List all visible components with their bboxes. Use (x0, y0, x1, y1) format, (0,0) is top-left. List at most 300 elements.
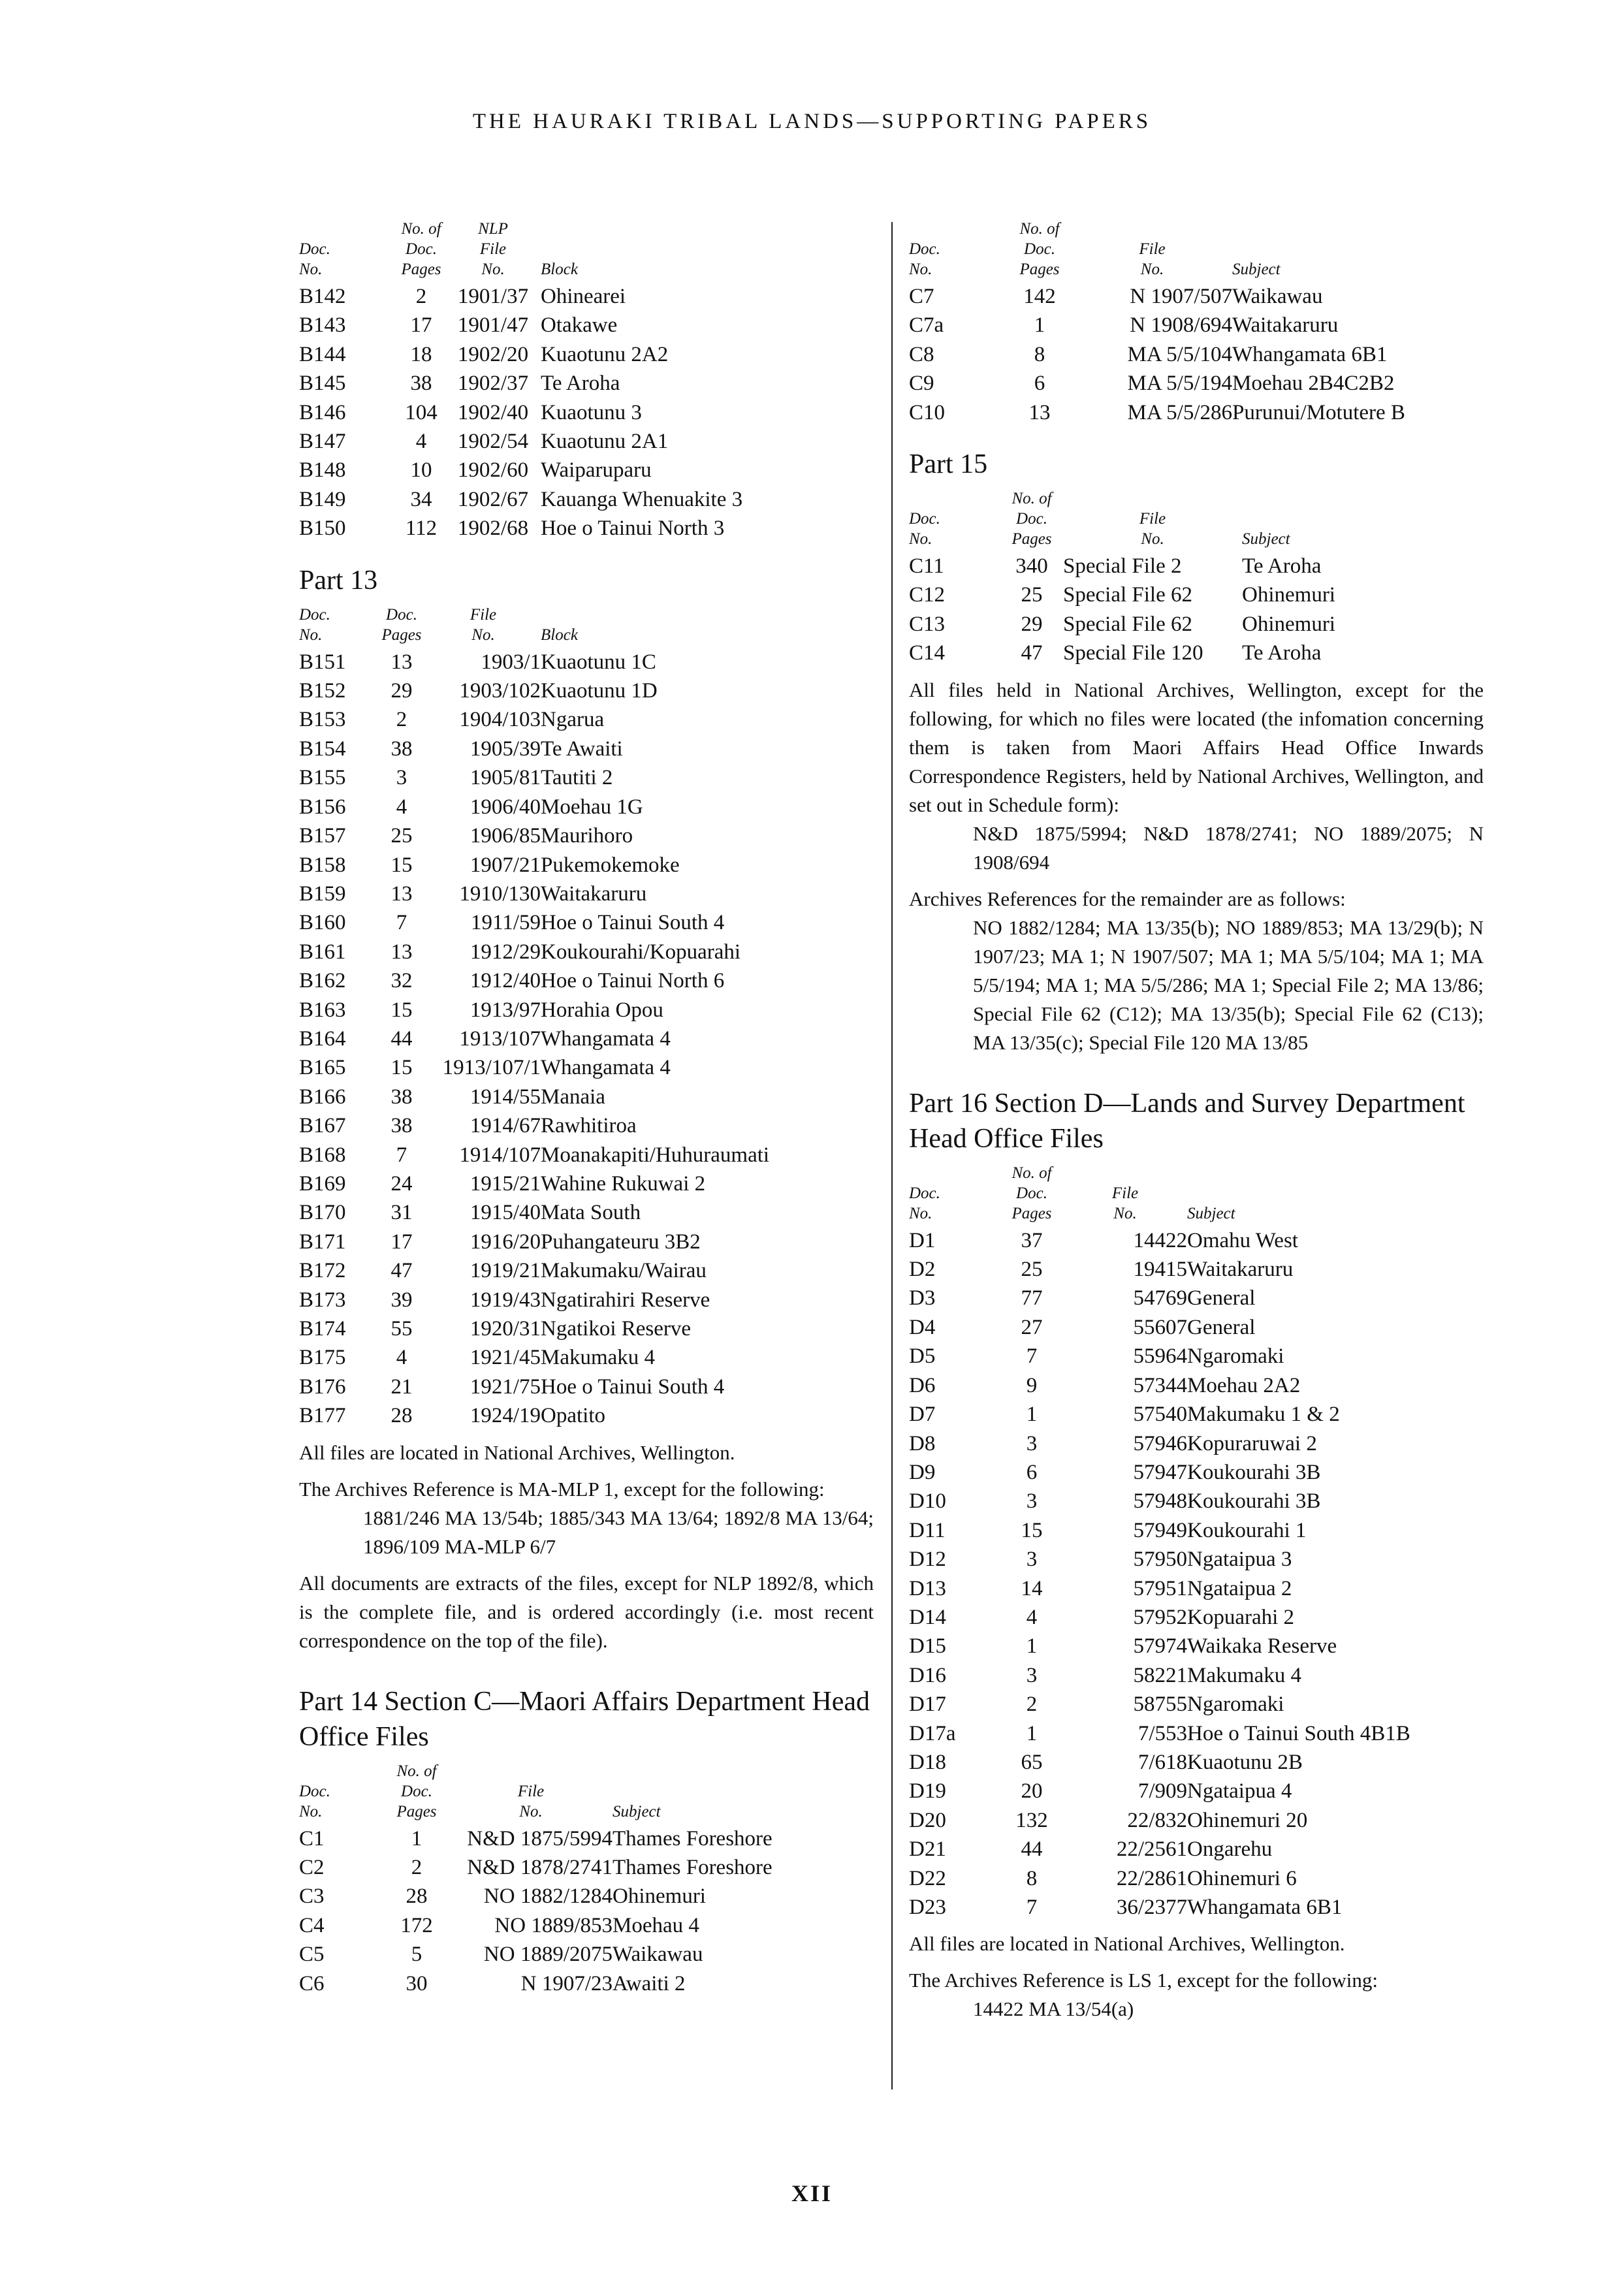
table-cell: N 1908/694 (1130, 313, 1232, 338)
table-cell: D19 (909, 1779, 946, 1803)
table-cell: D5 (909, 1344, 936, 1369)
table-row (299, 1169, 874, 1198)
table-cell: 1919/43 (470, 1288, 541, 1312)
table-row (909, 552, 1484, 580)
table-cell: B166 (299, 1085, 346, 1109)
table-cell: Te Awaiti (541, 737, 623, 761)
table-cell: C10 (909, 400, 946, 424)
table-cell: 28 (406, 1884, 428, 1909)
table-cell: 28 (390, 1404, 413, 1428)
table-cell: 1916/20 (470, 1230, 541, 1254)
table-cell: 57950 (1133, 1548, 1187, 1572)
table-cell: 2 (411, 1856, 422, 1880)
table-cell: 8 (1026, 1866, 1038, 1890)
table-row (299, 763, 874, 792)
part16-note-location: All files are located in National Archives, Wellington. (909, 1932, 1345, 1956)
table-cell: Special File 120 (1063, 641, 1203, 665)
table-cell: D2 (909, 1258, 936, 1282)
table-cell: B176 (299, 1374, 346, 1399)
table-row (909, 1603, 1484, 1632)
table-cell: 7 (1026, 1896, 1038, 1919)
table-cell: Ngarua (541, 708, 605, 732)
table-cell: 132 (1015, 1808, 1048, 1832)
table-cell: 1907/21 (470, 853, 541, 877)
table-cell: B172 (299, 1259, 346, 1283)
table-cell: 13 (390, 882, 413, 906)
table-cell: 65 (1021, 1750, 1043, 1774)
table-cell: B165 (299, 1056, 346, 1080)
table-cell: Waikawau (613, 1943, 703, 1967)
table-cell: Whangamata 4 (541, 1056, 671, 1080)
table-cell: B162 (299, 969, 346, 993)
table-cell: B155 (299, 766, 346, 790)
table-cell: Ohinemuri (1242, 612, 1335, 636)
table-cell: 18 (410, 342, 432, 366)
table-cell: 15 (390, 998, 413, 1022)
table-cell: 22/832 (1127, 1808, 1187, 1832)
table-row (909, 1313, 1484, 1342)
table-cell: B145 (299, 372, 346, 396)
table-cell: 1912/40 (470, 969, 541, 993)
table-cell: B170 (299, 1201, 346, 1225)
column-header: File No. (1111, 1184, 1139, 1222)
table-cell: B164 (299, 1026, 346, 1051)
table-cell: Whangamata 6B1 (1187, 1896, 1343, 1919)
column-header: No. of Doc. Pages (1011, 1164, 1052, 1222)
table-row (299, 1401, 874, 1430)
table-row (909, 1342, 1484, 1371)
table-header-row (299, 605, 874, 648)
table-cell: 57948 (1133, 1489, 1187, 1514)
table-cell: Moanakapiti/Huhuraumati (541, 1143, 770, 1167)
table-cell: 4 (1026, 1605, 1038, 1629)
table-cell: N&D 1878/2741 (467, 1856, 613, 1880)
table-cell: 1921/75 (470, 1374, 541, 1399)
table-row (909, 1748, 1484, 1777)
table-cell: B143 (299, 313, 346, 338)
table-cell: 30 (406, 1971, 428, 1995)
table-cell: 1919/21 (470, 1259, 541, 1283)
table-cell: D21 (909, 1837, 946, 1862)
table-cell: 25 (390, 824, 413, 848)
table-cell: 58755 (1133, 1692, 1187, 1717)
table-cell: D3 (909, 1286, 936, 1311)
table-cell: Omahu West (1187, 1228, 1298, 1252)
table-cell: C11 (909, 554, 944, 579)
table-cell: Special File 62 (1063, 612, 1192, 636)
table-cell: 1912/29 (470, 940, 541, 964)
table-cell: D16 (909, 1663, 946, 1687)
table-row (909, 1545, 1484, 1574)
table-row (299, 1911, 874, 1940)
table-cell: 31 (390, 1201, 413, 1225)
table-row (909, 1400, 1484, 1429)
page-header: THE HAURAKI TRIBAL LANDS—SUPPORTING PAPERS (472, 110, 1152, 133)
table-cell: Ngataipua 3 (1187, 1548, 1292, 1572)
table-cell: C13 (909, 612, 946, 636)
table-cell: 44 (390, 1026, 413, 1051)
table-row (909, 369, 1484, 398)
table-cell: General (1187, 1315, 1256, 1339)
table-cell: B159 (299, 882, 346, 906)
table-cell: 22/2861 (1116, 1866, 1187, 1890)
part15-title: Part 15 (909, 449, 988, 480)
table-cell: 1906/85 (470, 824, 541, 848)
table-cell: B160 (299, 911, 346, 935)
table-cell: C14 (909, 641, 946, 665)
table-cell: Hoe o Tainui South 4 (541, 911, 725, 935)
table-cell: 25 (1021, 1258, 1043, 1282)
part16-section (909, 1086, 1484, 2024)
table-row (909, 1458, 1484, 1487)
table-row (299, 369, 874, 398)
table-cell: B149 (299, 487, 346, 511)
table-cell: Makumaku 4 (1187, 1663, 1302, 1687)
table-cell: Awaiti 2 (613, 1971, 686, 1995)
table-cell: MA 5/5/286 (1127, 400, 1232, 424)
table-cell: Koukourahi 1 (1187, 1518, 1307, 1542)
table-row (909, 610, 1484, 639)
table-cell: Moehau 2B4C2B2 (1232, 372, 1395, 396)
table-cell: 112 (405, 516, 438, 541)
table-cell: 47 (1021, 641, 1043, 665)
table-cell: 14 (1021, 1576, 1043, 1600)
table-cell: Whangamata 6B1 (1232, 342, 1388, 366)
table-cell: 19415 (1133, 1258, 1187, 1282)
table-cell: D10 (909, 1489, 946, 1514)
table-cell: 39 (390, 1288, 413, 1312)
table-cell: C1 (299, 1826, 325, 1851)
table-cell: Hoe o Tainui South 4B1B (1187, 1721, 1410, 1745)
table-cell: Wahine Rukuwai 2 (541, 1171, 706, 1196)
table-cell: 57949 (1133, 1518, 1187, 1542)
table-cell: MA 5/5/104 (1127, 342, 1232, 366)
table-cell: 17 (410, 313, 432, 338)
table-row (299, 485, 874, 514)
table-cell: C5 (299, 1943, 325, 1967)
table-cell: Te Aroha (541, 372, 620, 396)
table-cell: Kopuraruwai 2 (1187, 1431, 1317, 1455)
table-cell: Waitakaruru (541, 882, 647, 906)
table-row (299, 938, 874, 966)
table-cell: 1 (411, 1826, 422, 1851)
table-cell: 1913/107 (459, 1026, 541, 1051)
table-cell: Horahia Opou (541, 998, 663, 1022)
table-cell: D18 (909, 1750, 946, 1774)
table-row (909, 1255, 1484, 1284)
table-cell: C7 (909, 285, 934, 308)
table-cell: N 1907/507 (1130, 285, 1232, 308)
table-cell: Manaia (541, 1085, 605, 1109)
table-cell: 55607 (1133, 1315, 1187, 1339)
part12-table (299, 219, 874, 543)
table-cell: Tautiti 2 (541, 766, 613, 790)
table-cell: 3 (1026, 1489, 1038, 1514)
table-cell: Ohinemuri (613, 1884, 706, 1909)
table-cell: B158 (299, 853, 346, 877)
column-header: Doc. No. (299, 240, 330, 278)
table-cell: 10 (410, 458, 432, 483)
table-cell: 57946 (1133, 1431, 1187, 1455)
column-header: Subject (613, 1802, 661, 1820)
table-cell: 1 (1026, 1403, 1038, 1427)
column-header: Doc. No. (909, 240, 940, 278)
table-row (299, 851, 874, 880)
table-cell: Ohinemuri (1242, 583, 1335, 607)
table-cell: Pukemokemoke (541, 853, 680, 877)
part13-note-exceptions: 1881/246 MA 13/54b; 1885/343 MA 13/64; 1892/8 MA 13/64; 1896/109 MA-MLP 6/7 (363, 1506, 874, 1558)
table-cell: Kuaotunu 3 (541, 400, 642, 424)
table-cell: Koukourahi/Kopuarahi (541, 940, 741, 964)
column-header: Doc. No. (909, 1184, 940, 1222)
table-cell: 15 (390, 853, 413, 877)
table-row (909, 1806, 1484, 1835)
table-cell: 25 (1021, 583, 1043, 607)
table-row (299, 648, 874, 676)
table-cell: 1901/47 (457, 313, 529, 338)
table-cell: Ngaromaki (1187, 1344, 1284, 1369)
table-cell: 32 (390, 969, 413, 993)
table-cell: Makumaku 4 (541, 1346, 656, 1370)
part15-table (909, 488, 1484, 668)
table-header-row (909, 488, 1484, 552)
table-cell: 17 (390, 1230, 413, 1254)
table-row (909, 1835, 1484, 1864)
table-cell: D14 (909, 1605, 946, 1629)
table-row (909, 1864, 1484, 1893)
table-cell: C8 (909, 342, 934, 366)
table-cell: D13 (909, 1576, 946, 1600)
table-cell: Mata South (541, 1201, 641, 1225)
table-cell: 3 (396, 766, 407, 790)
table-cell: 77 (1021, 1286, 1043, 1311)
part13-note-archives: The Archives Reference is MA-MLP 1, except for the following: (299, 1477, 825, 1501)
table-cell: D8 (909, 1431, 936, 1455)
table-row (299, 1256, 874, 1285)
table-cell: Koukourahi 3B (1187, 1489, 1321, 1514)
table-cell: B144 (299, 342, 346, 366)
table-cell: 7/909 (1138, 1779, 1187, 1803)
table-row (299, 1314, 874, 1343)
table-cell: 3 (1026, 1431, 1038, 1455)
table-cell: 1906/40 (470, 795, 541, 819)
table-cell: Thames Foreshore (613, 1826, 772, 1851)
table-cell: 1902/68 (457, 516, 529, 541)
table-cell: 15 (1021, 1518, 1043, 1542)
column-header: Subject (1242, 530, 1290, 548)
table-cell: 1915/40 (470, 1201, 541, 1225)
table-row (299, 676, 874, 705)
table-cell: Otakawe (541, 313, 618, 338)
left-column (299, 219, 874, 1998)
table-cell: 6 (1026, 1460, 1038, 1484)
table-row (909, 1371, 1484, 1400)
table-row (299, 1141, 874, 1169)
table-cell: B147 (299, 430, 346, 454)
column-header: Block (541, 626, 578, 644)
table-cell: B151 (299, 650, 346, 674)
table-cell: Whangamata 4 (541, 1026, 671, 1051)
table-row (299, 1111, 874, 1140)
table-cell: 47 (390, 1259, 413, 1283)
table-cell: 1902/54 (457, 430, 529, 454)
table-cell: D15 (909, 1634, 946, 1659)
table-cell: B154 (299, 737, 346, 761)
table-cell: General (1187, 1286, 1256, 1311)
table-cell: 55964 (1133, 1344, 1187, 1369)
column-header: File No. (1139, 240, 1166, 278)
table-cell: C6 (299, 1971, 325, 1995)
table-cell: Purunui/Motutere B (1232, 400, 1405, 424)
table-cell: B169 (299, 1171, 346, 1196)
part13-title: Part 13 (299, 565, 378, 596)
table-row (299, 1343, 874, 1372)
table-cell: 7 (1026, 1344, 1038, 1369)
part13-note-location: All files are located in National Archives, Wellington. (299, 1440, 735, 1464)
table-cell: B173 (299, 1288, 346, 1312)
table-cell: 340 (1015, 554, 1048, 579)
table-cell: Kuaotunu 2A1 (541, 430, 669, 454)
part13-section (299, 563, 874, 1655)
column-header: File No. (470, 605, 497, 644)
column-header: File No. (1139, 510, 1166, 548)
table-cell: C2 (299, 1856, 325, 1880)
table-row (909, 580, 1484, 609)
table-cell: D17a (909, 1721, 956, 1745)
column-divider (891, 222, 893, 2089)
table-cell: 22/2561 (1116, 1837, 1187, 1862)
table-cell: 7/618 (1138, 1750, 1187, 1774)
table-cell: Hoe o Tainui North 3 (541, 516, 725, 541)
table-cell: 57974 (1133, 1634, 1187, 1659)
table-row (299, 1824, 874, 1853)
table-header-row (299, 1761, 874, 1824)
table-cell: 5 (411, 1943, 422, 1967)
table-cell: 1 (1034, 313, 1045, 338)
table-cell: Moehau 4 (613, 1913, 699, 1937)
table-cell: 1920/31 (470, 1317, 541, 1341)
table-row (909, 1661, 1484, 1690)
table-row (299, 1940, 874, 1969)
table-cell: 54769 (1133, 1286, 1187, 1311)
table-cell: Maurihoro (541, 824, 633, 848)
table-cell: D11 (909, 1518, 946, 1542)
table-cell: 8 (1034, 342, 1045, 366)
table-cell: D9 (909, 1460, 936, 1484)
table-cell: Special File 2 (1063, 554, 1182, 579)
table-cell: Waitakaruru (1232, 313, 1339, 338)
column-header: No. of Doc. Pages (1011, 490, 1052, 548)
table-cell: B161 (299, 940, 346, 964)
table-cell: B142 (299, 285, 346, 308)
part14-table-left (299, 1761, 874, 1998)
table-cell: 38 (390, 1114, 413, 1138)
part15-note-archives: Archives References for the remainder are as follows: (909, 887, 1346, 910)
table-row (909, 1516, 1484, 1545)
table-cell: 1904/103 (459, 708, 541, 732)
table-cell: 34 (410, 487, 432, 511)
table-cell: B148 (299, 458, 346, 483)
table-cell: Special File 62 (1063, 583, 1192, 607)
table-cell: 2 (1026, 1692, 1038, 1717)
table-cell: 29 (390, 679, 413, 703)
table-cell: B156 (299, 795, 346, 819)
table-cell: C4 (299, 1913, 325, 1937)
table-cell: 1 (1026, 1634, 1038, 1659)
table-cell: C7a (909, 313, 944, 338)
table-cell: Puhangateuru 3B2 (541, 1230, 701, 1254)
table-cell: Ngataipua 2 (1187, 1576, 1292, 1600)
column-header: Doc. No. (299, 605, 330, 644)
table-cell: Kuaotunu 1D (541, 679, 658, 703)
column-header: No. of Doc. Pages (401, 220, 441, 278)
table-row (299, 735, 874, 763)
table-cell: MA 5/5/194 (1127, 372, 1232, 396)
table-cell: 3 (1026, 1663, 1038, 1687)
table-cell: 4 (396, 795, 407, 819)
table-cell: NO 1889/2075 (483, 1943, 613, 1967)
table-cell: 38 (390, 737, 413, 761)
table-cell: Ohinemuri 6 (1187, 1866, 1297, 1890)
table-row (909, 1284, 1484, 1312)
table-cell: 1914/67 (470, 1114, 541, 1138)
table-cell: 27 (1021, 1315, 1043, 1339)
table-cell: D23 (909, 1896, 946, 1919)
table-cell: D12 (909, 1548, 946, 1572)
table-cell: 37 (1021, 1228, 1043, 1252)
table-cell: 24 (390, 1171, 413, 1196)
table-cell: 1903/1 (481, 650, 541, 674)
table-cell: 36/2377 (1116, 1896, 1187, 1919)
part15-note-references: NO 1882/1284; MA 13/35(b); NO 1889/853; MA 13/29(b); N 1907/23; MA 1; N 1907/507; MA 1; MA 5/5/104; MA 1; MA 5/5/194; MA 1; MA 5/5/286; MA 1; Special File 2; MA 13/86; Special File 62 (C12); MA 13/35(b); Special File 62 (C13); MA 13/35(c); Special File 120 MA 13/85 (973, 915, 1484, 1054)
table-row (909, 1777, 1484, 1805)
table-row (909, 639, 1484, 667)
table-cell: 21 (390, 1374, 413, 1399)
table-row (909, 1574, 1484, 1603)
table-cell: 57540 (1133, 1403, 1187, 1427)
table-row (299, 1025, 874, 1053)
table-cell: D17 (909, 1692, 946, 1717)
table-cell: Hoe o Tainui South 4 (541, 1374, 725, 1399)
table-cell: Hoe o Tainui North 6 (541, 969, 725, 993)
table-cell: Te Aroha (1242, 641, 1322, 665)
table-cell: 13 (390, 650, 413, 674)
part15-note-held: All files held in National Archives, Wellington, except for the following, for which no files were located (the infomation concerning them is taken from Maori Affairs Head Office Inwards Correspondence Registers, held by National Archives, Wellington, and set out in Schedule form): (909, 678, 1484, 816)
part12-section (299, 219, 874, 543)
table-cell: Ohinemuri 20 (1187, 1808, 1308, 1832)
table-cell: 1905/81 (470, 766, 541, 790)
table-cell: 55 (390, 1317, 413, 1341)
table-row (299, 966, 874, 995)
table-cell: 172 (400, 1913, 433, 1937)
table-cell: 1 (1026, 1721, 1038, 1745)
table-cell: B177 (299, 1404, 346, 1428)
table-row (299, 1198, 874, 1227)
table-row (299, 456, 874, 485)
table-cell: Moehau 2A2 (1187, 1373, 1301, 1397)
table-cell: 1902/60 (457, 458, 529, 483)
part14-section (299, 1684, 874, 1998)
table-row (299, 908, 874, 937)
table-row (909, 1690, 1484, 1719)
table-row (299, 427, 874, 456)
table-row (909, 340, 1484, 369)
table-cell: 57952 (1133, 1605, 1187, 1629)
column-header: Subject (1187, 1204, 1235, 1222)
table-cell: 57951 (1133, 1576, 1187, 1600)
table-cell: Ngataipua 4 (1187, 1779, 1292, 1803)
table-cell: Thames Foreshore (613, 1856, 772, 1880)
